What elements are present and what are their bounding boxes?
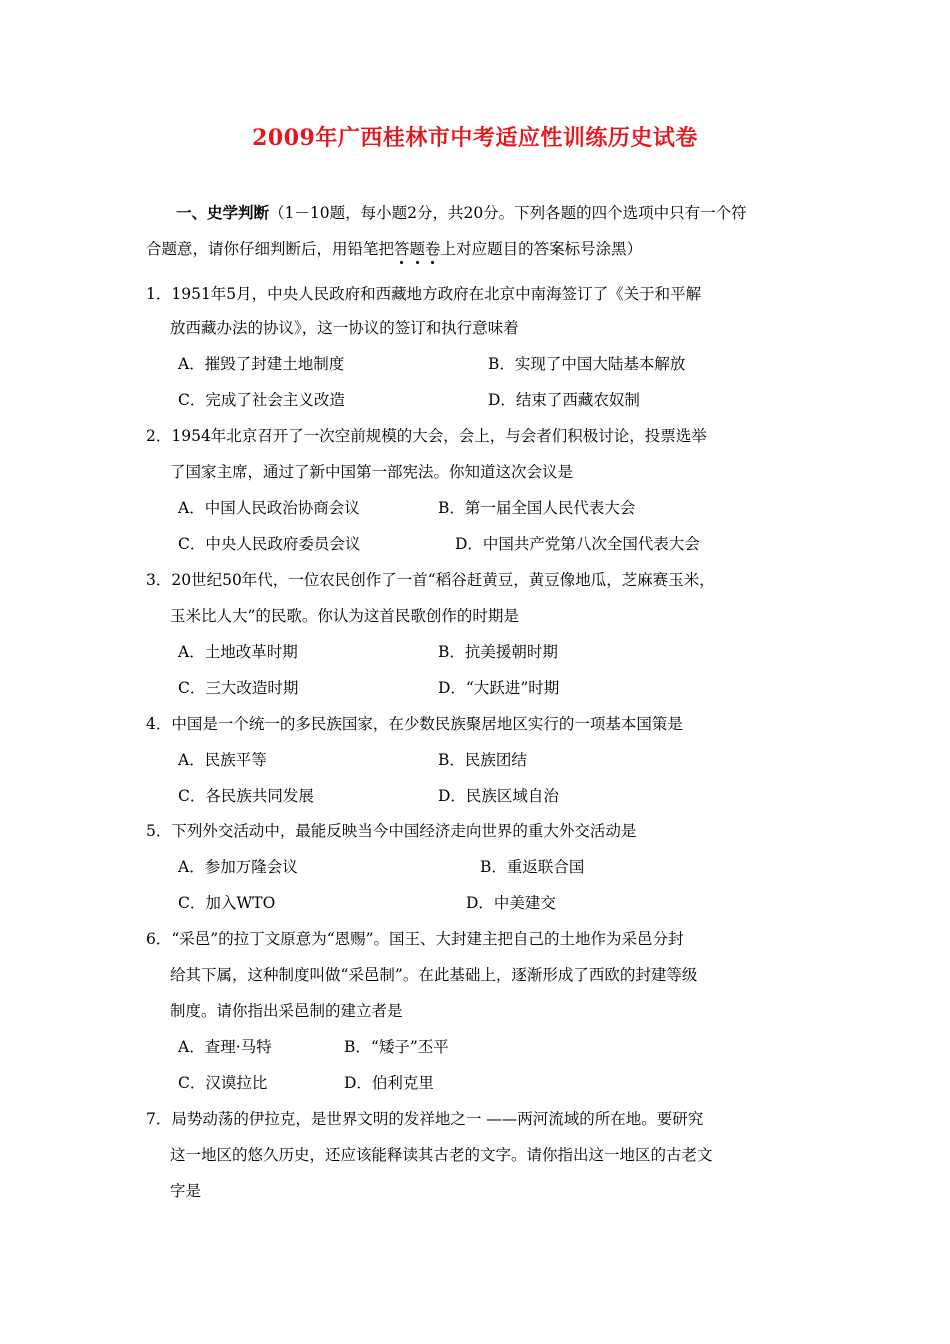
question-1-option-d: D．结束了西藏农奴制 xyxy=(488,391,640,409)
question-5-option-b: B．重返联合国 xyxy=(480,858,585,876)
question-6-line-1: 6．“采邑”的拉丁文原意为“恩赐”。国王、大封建主把自己的土地作为采邑分封 xyxy=(146,930,684,948)
question-6-option-d: D．伯利克里 xyxy=(344,1074,434,1092)
emphasis-char-3: 卷 xyxy=(425,240,441,258)
question-3-line-1: 3．20世纪50年代，一位农民创作了一首“稻谷赶黄豆，黄豆像地瓜，芝麻赛玉米， xyxy=(146,571,715,589)
question-4-option-b: B．民族团结 xyxy=(438,751,527,769)
question-2-option-d: D．中国共产党第八次全国代表大会 xyxy=(455,535,700,553)
question-3-option-d: D．“大跃进”时期 xyxy=(438,679,560,697)
emphasis-char-2: 题 xyxy=(409,240,426,258)
question-7-line-3: 字是 xyxy=(170,1182,202,1200)
question-1-line-2: 放西藏办法的协议》，这一协议的签订和执行意味着 xyxy=(170,319,519,337)
question-3-option-b: B．抗美援朝时期 xyxy=(438,643,558,661)
question-5-line-1: 5．下列外交活动中，最能反映当今中国经济走向世界的重大外交活动是 xyxy=(146,822,637,840)
page-title: 2009年广西桂林市中考适应性训练历史试卷 xyxy=(252,125,698,151)
question-4-line-1: 4．中国是一个统一的多民族国家，在少数民族聚居地区实行的一项基本国策是 xyxy=(146,715,683,733)
section-intro-line-1 xyxy=(176,203,747,223)
question-1-option-b: B．实现了中国大陆基本解放 xyxy=(488,355,686,373)
question-5-option-c: C．加入WTO xyxy=(178,894,276,912)
question-1-line-1: 1．1951年5月，中央人民政府和西藏地方政府在北京中南海签订了《关于和平解 xyxy=(146,285,702,303)
question-3-line-2: 玉米比人大”的民歌。你认为这首民歌创作的时期是 xyxy=(170,607,519,625)
question-1-option-c: C．完成了社会主义改造 xyxy=(178,391,345,409)
question-2-line-2: 了国家主席，通过了新中国第一部宪法。你知道这次会议是 xyxy=(170,463,574,481)
question-4-option-a: A．民族平等 xyxy=(178,751,267,769)
question-6-option-b: B．“矮子”丕平 xyxy=(344,1038,449,1056)
question-6-line-3: 制度。请你指出采邑制的建立者是 xyxy=(170,1002,403,1020)
question-6-option-a: A．查理·马特 xyxy=(178,1038,272,1056)
question-5-option-a: A．参加万隆会议 xyxy=(178,858,298,876)
section-intro-text-1: （1－10题，每小题2分，共20分。下列各题的四个选项中只有一个符 xyxy=(269,204,747,222)
section-intro-text-2b: 上对应题目的答案标号涂黑） xyxy=(440,240,643,258)
question-6-option-c: C．汉谟拉比 xyxy=(178,1074,268,1092)
question-3-option-c: C．三大改造时期 xyxy=(178,679,299,697)
question-2-option-a: A．中国人民政治协商会议 xyxy=(178,499,360,517)
question-2-option-c: C．中央人民政府委员会议 xyxy=(178,535,361,553)
question-2-option-b: B．第一届全国人民代表大会 xyxy=(438,499,636,517)
question-2-line-1: 2．1954年北京召开了一次空前规模的大会，会上，与会者们积极讨论，投票选举 xyxy=(146,427,707,445)
question-7-line-2: 这一地区的悠久历史，还应该能释读其古老的文字。请你指出这一地区的古老文 xyxy=(170,1146,713,1164)
question-4-option-d: D．民族区域自治 xyxy=(438,787,559,805)
question-7-line-1: 7．局势动荡的伊拉克，是世界文明的发祥地之一 ——两河流域的所在地。要研究 xyxy=(146,1110,704,1128)
question-3-option-a: A．土地改革时期 xyxy=(178,643,298,661)
emphasis-char-1: 答 xyxy=(394,240,410,258)
section-intro-line-2 xyxy=(146,239,642,259)
question-1-option-a: A．摧毁了封建土地制度 xyxy=(178,355,345,373)
question-6-line-2: 给其下属，这种制度叫做“采邑制”。在此基础上，逐渐形成了西欧的封建等级 xyxy=(170,966,698,984)
question-5-option-d: D．中美建交 xyxy=(466,894,556,912)
section-heading: 一、史学判断 xyxy=(176,203,270,222)
section-intro-text-2a: 合题意，请你仔细判断后，用铅笔把 xyxy=(146,240,395,258)
question-4-option-c: C．各民族共同发展 xyxy=(178,787,314,805)
